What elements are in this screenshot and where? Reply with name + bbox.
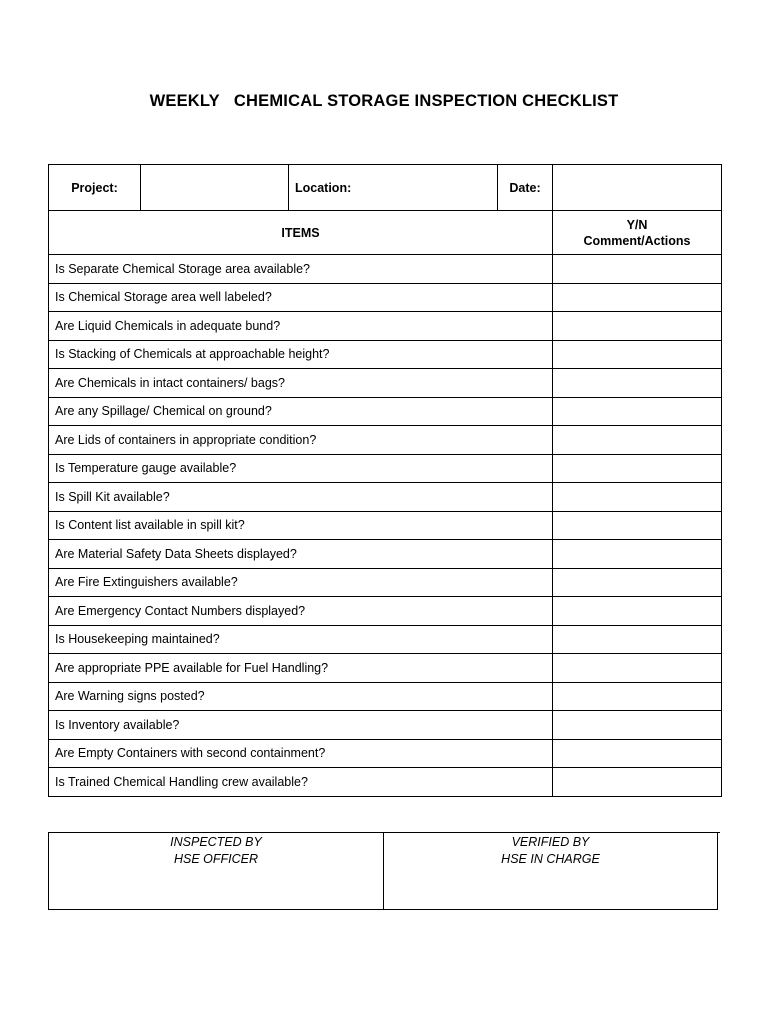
checklist-row (49, 654, 722, 683)
checklist-item-text: Is Temperature gauge available? (49, 454, 553, 483)
items-column-header: ITEMS (49, 211, 553, 255)
checklist-response-cell[interactable] (553, 426, 722, 455)
checklist-row (49, 454, 722, 483)
project-label: Project: (49, 165, 141, 211)
checklist-item-text: Is Separate Chemical Storage area available? (49, 255, 553, 284)
checklist-item-text: Are Warning signs posted? (49, 682, 553, 711)
checklist-item-text: Is Stacking of Chemicals at approachable height? (49, 340, 553, 369)
checklist-item-text: Is Inventory available? (49, 711, 553, 740)
checklist-row (49, 511, 722, 540)
checklist-row (49, 369, 722, 398)
checklist-row (49, 312, 722, 341)
checklist-response-cell[interactable] (553, 568, 722, 597)
checklist-row (49, 568, 722, 597)
checklist-response-cell[interactable] (553, 340, 722, 369)
checklist-row (49, 597, 722, 626)
checklist-response-cell[interactable] (553, 255, 722, 284)
checklist-item-text: Are Liquid Chemicals in adequate bund? (49, 312, 553, 341)
checklist-row (49, 625, 722, 654)
checklist-response-cell[interactable] (553, 682, 722, 711)
checklist-response-cell[interactable] (553, 625, 722, 654)
checklist-response-cell[interactable] (553, 540, 722, 569)
yn-header-line1: Y/N (626, 217, 648, 232)
project-field[interactable] (141, 165, 289, 211)
checklist-row (49, 340, 722, 369)
signature-top-rule-extension (716, 832, 720, 833)
checklist-item-text: Are Emergency Contact Numbers displayed? (49, 597, 553, 626)
checklist-row (49, 540, 722, 569)
yn-header-line2: Comment/Actions (583, 233, 691, 248)
header-row (49, 165, 722, 211)
checklist-row (49, 739, 722, 768)
checklist-response-cell[interactable] (553, 369, 722, 398)
checklist-response-cell[interactable] (553, 597, 722, 626)
checklist-row (49, 768, 722, 797)
hse-in-charge-label: HSE IN CHARGE (501, 852, 600, 866)
checklist-response-cell[interactable] (553, 768, 722, 797)
checklist-item-text: Are Chemicals in intact containers/ bags? (49, 369, 553, 398)
checklist-row (49, 711, 722, 740)
checklist-item-text: Is Chemical Storage area well labeled? (49, 283, 553, 312)
checklist-response-cell[interactable] (553, 654, 722, 683)
checklist-item-text: Are Lids of containers in appropriate condition? (49, 426, 553, 455)
verified-by-cell[interactable] (384, 833, 718, 910)
hse-officer-label: HSE OFFICER (173, 852, 259, 866)
checklist-item-text: Are any Spillage/ Chemical on ground? (49, 397, 553, 426)
column-header-row (49, 211, 722, 255)
checklist-response-cell[interactable] (553, 739, 722, 768)
checklist-response-cell[interactable] (553, 511, 722, 540)
checklist-response-cell[interactable] (553, 397, 722, 426)
checklist-item-text: Are Empty Containers with second containment? (49, 739, 553, 768)
checklist-item-text: Are Material Safety Data Sheets displayed? (49, 540, 553, 569)
checklist-row (49, 682, 722, 711)
checklist-response-cell[interactable] (553, 711, 722, 740)
checklist-row (49, 283, 722, 312)
date-label: Date: (498, 165, 553, 211)
location-label: Location: (289, 165, 498, 211)
checklist-response-cell[interactable] (553, 454, 722, 483)
checklist-row (49, 483, 722, 512)
checklist-row (49, 426, 722, 455)
document-title: WEEKLY CHEMICAL STORAGE INSPECTION CHECKLIST (149, 92, 619, 110)
checklist-item-text: Are Fire Extinguishers available? (49, 568, 553, 597)
checklist-response-cell[interactable] (553, 283, 722, 312)
checklist-row (49, 397, 722, 426)
inspected-by-label: INSPECTED BY (170, 835, 262, 849)
signature-table (48, 832, 718, 910)
checklist-response-cell[interactable] (553, 312, 722, 341)
checklist-item-text: Is Housekeeping maintained? (49, 625, 553, 654)
checklist-table (48, 164, 722, 797)
inspected-by-cell[interactable] (49, 833, 384, 910)
signature-row (49, 833, 718, 910)
checklist-item-text: Are appropriate PPE available for Fuel Handling? (49, 654, 553, 683)
checklist-row (49, 255, 722, 284)
checklist-response-cell[interactable] (553, 483, 722, 512)
verified-by-label: VERIFIED BY (511, 835, 590, 849)
checklist-item-text: Is Trained Chemical Handling crew available? (49, 768, 553, 797)
checklist-item-text: Is Content list available in spill kit? (49, 511, 553, 540)
checklist-item-text: Is Spill Kit available? (49, 483, 553, 512)
date-field[interactable] (553, 165, 722, 211)
yn-column-header (553, 211, 722, 255)
